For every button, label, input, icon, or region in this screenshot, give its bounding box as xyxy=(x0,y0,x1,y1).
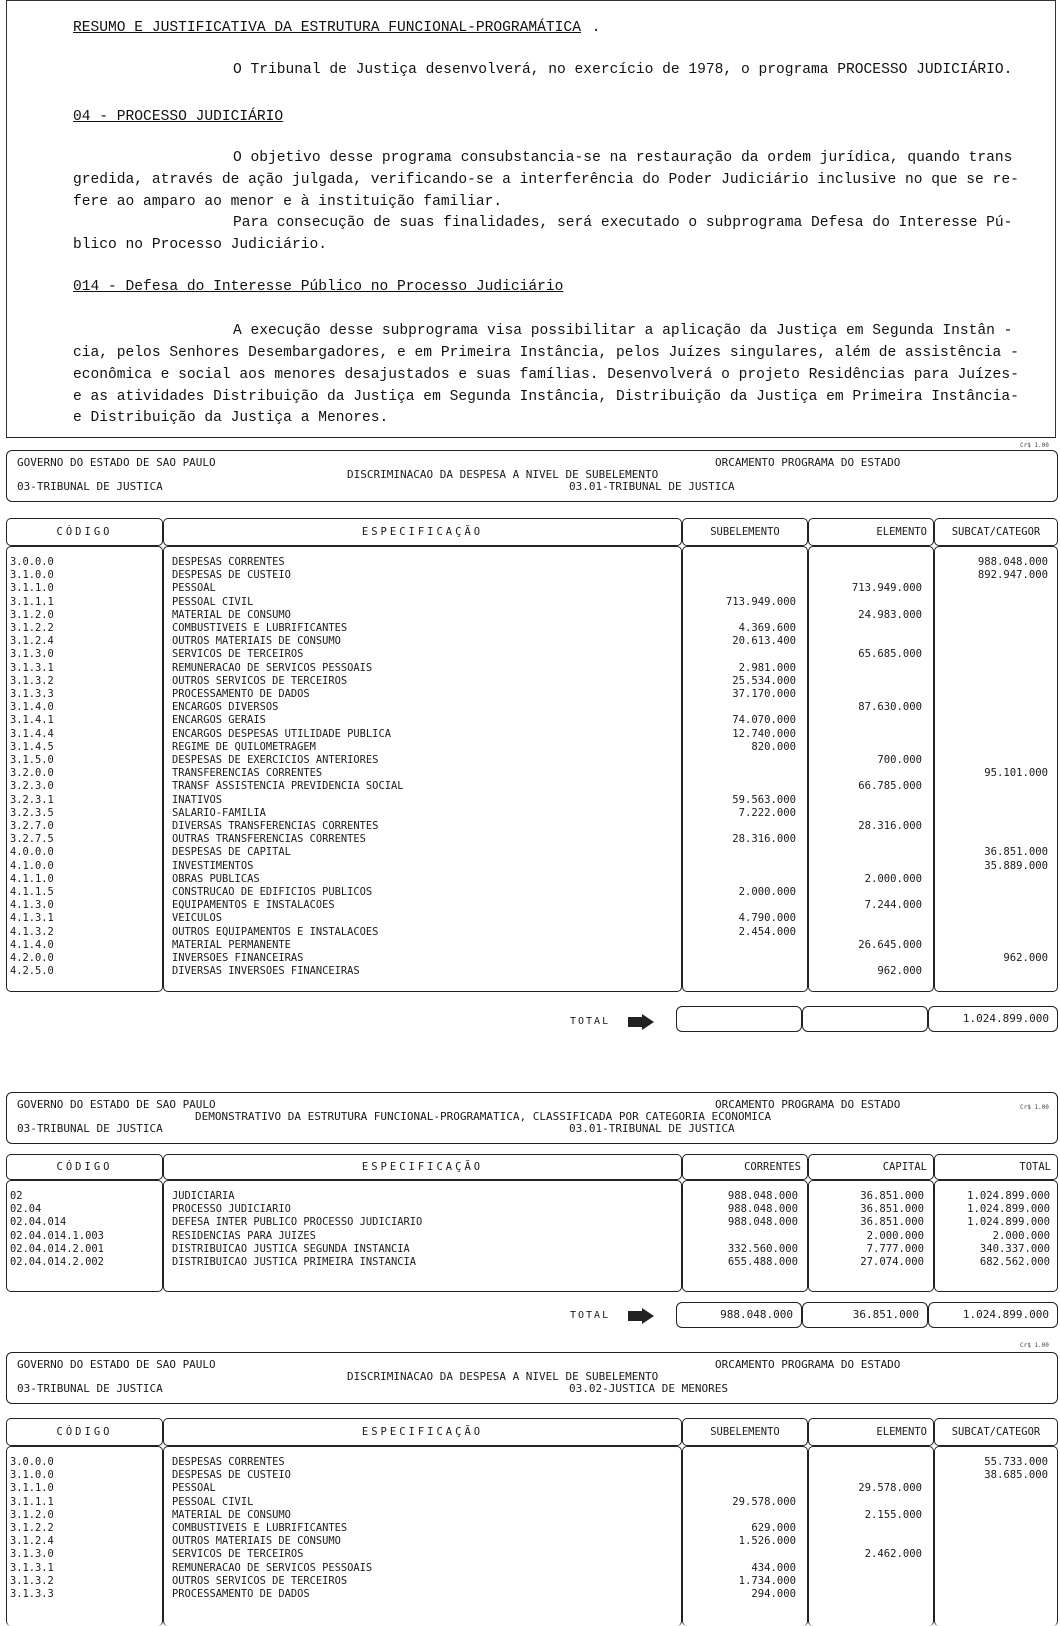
subprogram-paragraph-line: econômica e social aos menores desajustados e suas famílias. Desenvolverá o projeto Residências para Juízes- xyxy=(73,367,1019,383)
column-header-specification: ESPECIFICAÇÃO xyxy=(163,518,682,546)
row-specification: OUTROS SERVICOS DE TERCEIROS xyxy=(172,674,348,687)
row-specification: REMUNERACAO DE SERVICOS PESSOAIS xyxy=(172,661,373,674)
row-specification: REMUNERACAO DE SERVICOS PESSOAIS xyxy=(172,1561,373,1574)
total-current-value: 988.048.000 xyxy=(676,1302,802,1328)
row-code: 02.04.014.2.001 xyxy=(10,1242,104,1255)
row-category-value: 55.733.000 xyxy=(984,1456,1048,1468)
program-paragraph-line: O objetivo desse programa consubstancia-se na restauração da ordem jurídica, quando trans xyxy=(233,150,1013,166)
element-column xyxy=(808,1446,934,1626)
row-subelement-value: 25.534.000 xyxy=(732,674,796,687)
row-subelement-value: 74.070.000 xyxy=(732,714,796,727)
subprogram-paragraph-line: A execução desse subprograma visa possibilitar a aplicação da Justiça em Segunda Instân - xyxy=(233,323,1013,339)
column-header-code: CÓDIGO xyxy=(6,518,163,546)
form-code: Cr$ 1.00 xyxy=(1020,1342,1049,1349)
row-code: 3.1.0.0 xyxy=(10,569,54,582)
column-header-specification: ESPECIFICAÇÃO xyxy=(163,1154,682,1180)
row-code: 3.1.2.0 xyxy=(10,1508,54,1521)
row-code: 3.1.1.1 xyxy=(10,595,54,608)
row-specification: MATERIAL PERMANENTE xyxy=(172,938,291,951)
subprogram-paragraph-line: e as atividades Distribuição da Justiça em Segunda Instância, Distribuição da Justiça em Primeira Instância- xyxy=(73,389,1019,405)
row-specification: COMBUSTIVEIS E LUBRIFICANTES xyxy=(172,622,348,634)
row-code: 02.04.014.1.003 xyxy=(10,1229,104,1242)
row-code: 3.1.2.4 xyxy=(10,1535,54,1548)
row-specification: TRANSF ASSISTENCIA PREVIDENCIA SOCIAL xyxy=(172,780,404,793)
table1-header xyxy=(6,450,1058,502)
row-element-value: 2.155.000 xyxy=(864,1508,922,1521)
row-capital-value: 2.000.000 xyxy=(866,1229,924,1242)
row-specification: DIVERSAS TRANSFERENCIAS CORRENTES xyxy=(172,820,379,832)
column-header-code: CÓDIGO xyxy=(6,1154,163,1180)
document-title: ORCAMENTO PROGRAMA DO ESTADO xyxy=(715,456,901,469)
row-total-value: 2.000.000 xyxy=(992,1229,1050,1242)
row-code: 3.1.1.0 xyxy=(10,1482,54,1495)
row-specification: OUTROS SERVICOS DE TERCEIROS xyxy=(172,1574,348,1587)
row-code: 4.1.3.0 xyxy=(10,899,54,912)
row-subelement-value: 2.454.000 xyxy=(738,925,796,938)
program-paragraph-line: Para consecução de suas finalidades, será executado o subprograma Defesa do Interesse Pú- xyxy=(233,215,1013,231)
row-specification: ENCARGOS DIVERSOS xyxy=(172,701,279,714)
row-code: 4.1.1.0 xyxy=(10,872,54,885)
narrative-section xyxy=(6,0,1056,437)
subprogram-paragraph-line: e Distribuição da Justiça a Menores. xyxy=(73,410,389,426)
row-subelement-value: 1.734.000 xyxy=(738,1574,796,1587)
budget-subunit: 03.01-TRIBUNAL DE JUSTICA xyxy=(569,1122,735,1135)
row-element-value: 65.685.000 xyxy=(858,648,922,661)
column-header-code: CÓDIGO xyxy=(6,1418,163,1446)
budget-unit: 03-TRIBUNAL DE JUSTICA xyxy=(17,1382,163,1395)
row-code: 3.0.0.0 xyxy=(10,1456,54,1468)
row-element-value: 28.316.000 xyxy=(858,820,922,832)
row-specification: VEICULOS xyxy=(172,912,223,925)
narrative-intro: O Tribunal de Justiça desenvolverá, no exercício de 1978, o programa PROCESSO JUDICIÁRIO. xyxy=(233,62,1013,78)
column-header-element: ELEMENTO xyxy=(808,518,934,546)
row-specification: PESSOAL xyxy=(172,582,216,595)
row-category-value: 95.101.000 xyxy=(984,767,1048,780)
program-paragraph-line: fere ao amparo ao menor e à instituição familiar. xyxy=(73,194,503,210)
row-element-value: 7.244.000 xyxy=(864,899,922,912)
narrative-heading-tail: . xyxy=(583,20,601,36)
row-code: 3.1.5.0 xyxy=(10,754,54,766)
row-subelement-value: 59.563.000 xyxy=(732,793,796,806)
row-code: 3.1.3.3 xyxy=(10,688,54,700)
government-name: GOVERNO DO ESTADO DE SAO PAULO xyxy=(17,1358,216,1371)
row-code: 4.0.0.0 xyxy=(10,846,54,859)
row-specification: DESPESAS DE EXERCICIOS ANTERIORES xyxy=(172,754,379,766)
row-code: 3.0.0.0 xyxy=(10,556,54,568)
row-code: 4.2.0.0 xyxy=(10,952,54,964)
row-category-value: 988.048.000 xyxy=(977,556,1048,568)
column-header-specification: ESPECIFICAÇÃO xyxy=(163,1418,682,1446)
row-specification: ENCARGOS GERAIS xyxy=(172,714,266,727)
row-subelement-value: 37.170.000 xyxy=(732,688,796,700)
row-specification: DESPESAS DE CAPITAL xyxy=(172,846,291,859)
subprogram-heading: 014 - Defesa do Interesse Público no Processo Judiciário xyxy=(73,279,564,295)
row-specification: INATIVOS xyxy=(172,793,223,806)
row-code: 4.2.5.0 xyxy=(10,965,54,978)
row-specification: PROCESSAMENTO DE DADOS xyxy=(172,1588,310,1600)
row-code: 3.1.3.0 xyxy=(10,648,54,661)
row-specification: PESSOAL xyxy=(172,1482,216,1495)
row-specification: PESSOAL CIVIL xyxy=(172,595,254,608)
column-header-category: SUBCAT/CATEGOR xyxy=(934,1418,1058,1446)
row-current-value: 332.560.000 xyxy=(727,1242,798,1255)
row-specification: DESPESAS CORRENTES xyxy=(172,1456,285,1468)
row-code: 3.2.7.5 xyxy=(10,833,54,846)
row-current-value: 655.488.000 xyxy=(727,1256,798,1268)
row-category-value: 38.685.000 xyxy=(984,1469,1048,1482)
row-subelement-value: 20.613.400 xyxy=(732,635,796,648)
row-element-value: 87.630.000 xyxy=(858,701,922,714)
row-category-value: 892.947.000 xyxy=(977,569,1048,582)
row-code: 02.04.014 xyxy=(10,1216,67,1229)
row-element-value: 2.000.000 xyxy=(864,872,922,885)
row-code: 02.04 xyxy=(10,1203,42,1216)
total-subelement-box xyxy=(676,1006,802,1032)
row-specification: TRANSFERENCIAS CORRENTES xyxy=(172,767,323,780)
document-title: ORCAMENTO PROGRAMA DO ESTADO xyxy=(715,1098,901,1111)
row-code: 3.1.3.1 xyxy=(10,1561,54,1574)
row-specification: DISTRIBUICAO JUSTICA PRIMEIRA INSTANCIA xyxy=(172,1256,416,1268)
budget-unit: 03-TRIBUNAL DE JUSTICA xyxy=(17,480,163,493)
column-header-subelement: SUBELEMENTO xyxy=(682,518,808,546)
row-category-value: 35.889.000 xyxy=(984,859,1048,872)
program-heading: 04 - PROCESSO JUDICIÁRIO xyxy=(73,109,284,125)
row-specification: PESSOAL CIVIL xyxy=(172,1495,254,1508)
row-code: 4.1.1.5 xyxy=(10,886,54,898)
row-specification: INVESTIMENTOS xyxy=(172,859,254,872)
row-code: 3.2.7.0 xyxy=(10,820,54,832)
total-capital-value: 36.851.000 xyxy=(802,1302,928,1328)
section-divider xyxy=(6,437,1056,438)
row-capital-value: 27.074.000 xyxy=(860,1256,924,1268)
row-code: 3.2.3.1 xyxy=(10,793,54,806)
row-code: 3.1.3.1 xyxy=(10,661,54,674)
report-subtitle: DEMONSTRATIVO DA ESTRUTURA FUNCIONAL-PROGRAMATICA, CLASSIFICADA POR CATEGORIA ECONOMICA xyxy=(195,1110,772,1123)
row-element-value: 66.785.000 xyxy=(858,780,922,793)
row-subelement-value: 629.000 xyxy=(751,1522,796,1534)
total-category-value: 1.024.899.000 xyxy=(928,1006,1058,1032)
row-code: 3.1.0.0 xyxy=(10,1469,54,1482)
report-subtitle: DISCRIMINACAO DA DESPESA A NIVEL DE SUBELEMENTO xyxy=(347,1370,659,1383)
government-name: GOVERNO DO ESTADO DE SAO PAULO xyxy=(17,456,216,469)
row-specification: ENCARGOS DESPESAS UTILIDADE PUBLICA xyxy=(172,727,391,740)
row-subelement-value: 29.578.000 xyxy=(732,1495,796,1508)
row-current-value: 988.048.000 xyxy=(727,1203,798,1216)
column-header-category: SUBCAT/CATEGOR xyxy=(934,518,1058,546)
row-specification: PROCESSO JUDICIARIO xyxy=(172,1203,291,1216)
row-code: 3.1.4.5 xyxy=(10,740,54,753)
arrow-right-icon xyxy=(628,1014,654,1030)
row-subelement-value: 7.222.000 xyxy=(738,806,796,819)
budget-unit: 03-TRIBUNAL DE JUSTICA xyxy=(17,1122,163,1135)
row-specification: OUTROS MATERIAIS DE CONSUMO xyxy=(172,635,341,648)
column-header-current: CORRENTES xyxy=(682,1154,808,1180)
row-code: 3.1.3.2 xyxy=(10,674,54,687)
row-element-value: 962.000 xyxy=(877,965,922,978)
row-code: 4.1.3.2 xyxy=(10,925,54,938)
row-code: 02.04.014.2.002 xyxy=(10,1256,104,1268)
row-subelement-value: 4.790.000 xyxy=(738,912,796,925)
row-specification: DISTRIBUICAO JUSTICA SEGUNDA INSTANCIA xyxy=(172,1242,410,1255)
row-specification: OUTROS EQUIPAMENTOS E INSTALACOES xyxy=(172,925,379,938)
row-subelement-value: 4.369.600 xyxy=(738,622,796,634)
row-code: 3.1.2.0 xyxy=(10,608,54,621)
row-code: 4.1.4.0 xyxy=(10,938,54,951)
row-code: 3.1.3.3 xyxy=(10,1588,54,1600)
row-code: 3.1.4.4 xyxy=(10,727,54,740)
row-element-value: 29.578.000 xyxy=(858,1482,922,1495)
row-current-value: 988.048.000 xyxy=(727,1216,798,1229)
row-specification: INVERSOES FINANCEIRAS xyxy=(172,952,304,964)
row-specification: DEFESA INTER PUBLICO PROCESSO JUDICIARIO xyxy=(172,1216,423,1229)
column-header-total: TOTAL xyxy=(934,1154,1058,1180)
program-paragraph-line: blico no Processo Judiciário. xyxy=(73,237,327,253)
row-specification: OBRAS PUBLICAS xyxy=(172,872,260,885)
row-code: 3.2.3.5 xyxy=(10,806,54,819)
row-total-value: 340.337.000 xyxy=(979,1242,1050,1255)
arrow-right-icon xyxy=(628,1308,654,1324)
row-subelement-value: 1.526.000 xyxy=(738,1535,796,1548)
report-subtitle: DISCRIMINACAO DA DESPESA A NIVEL DE SUBELEMENTO xyxy=(347,468,659,481)
row-code: 3.1.3.0 xyxy=(10,1548,54,1561)
row-specification: DIVERSAS INVERSOES FINANCEIRAS xyxy=(172,965,360,978)
document-title: ORCAMENTO PROGRAMA DO ESTADO xyxy=(715,1358,901,1371)
row-specification: DESPESAS CORRENTES xyxy=(172,556,285,568)
row-specification: OUTRAS TRANSFERENCIAS CORRENTES xyxy=(172,833,366,846)
row-category-value: 36.851.000 xyxy=(984,846,1048,859)
row-element-value: 26.645.000 xyxy=(858,938,922,951)
column-header-element: ELEMENTO xyxy=(808,1418,934,1446)
row-code: 3.1.2.4 xyxy=(10,635,54,648)
row-total-value: 1.024.899.000 xyxy=(967,1190,1050,1202)
row-code: 3.1.4.0 xyxy=(10,701,54,714)
row-subelement-value: 713.949.000 xyxy=(725,595,796,608)
row-capital-value: 36.851.000 xyxy=(860,1216,924,1229)
row-specification: JUDICIARIA xyxy=(172,1190,235,1202)
budget-subunit: 03.01-TRIBUNAL DE JUSTICA xyxy=(569,480,735,493)
row-specification: PROCESSAMENTO DE DADOS xyxy=(172,688,310,700)
row-specification: COMBUSTIVEIS E LUBRIFICANTES xyxy=(172,1522,348,1534)
row-specification: RESIDENCIAS PARA JUIZES xyxy=(172,1229,316,1242)
program-paragraph-line: gredida, através de ação julgada, verificando-se a interferência do Poder Judiciário inclusive no que se re- xyxy=(73,172,1019,188)
row-code: 02 xyxy=(10,1190,23,1202)
row-total-value: 1.024.899.000 xyxy=(967,1216,1050,1229)
row-subelement-value: 2.000.000 xyxy=(738,886,796,898)
row-specification: MATERIAL DE CONSUMO xyxy=(172,1508,291,1521)
row-code: 3.2.3.0 xyxy=(10,780,54,793)
column-header-capital: CAPITAL xyxy=(808,1154,934,1180)
subprogram-paragraph-line: cia, pelos Senhores Desembargadores, e em Primeira Instância, pelos Juízes singulares, além de assistência - xyxy=(73,345,1019,361)
row-subelement-value: 28.316.000 xyxy=(732,833,796,846)
form-code: Cr$ 1.00 xyxy=(1020,442,1049,449)
government-name: GOVERNO DO ESTADO DE SAO PAULO xyxy=(17,1098,216,1111)
column-header-subelement: SUBELEMENTO xyxy=(682,1418,808,1446)
row-category-value: 962.000 xyxy=(1003,952,1048,964)
row-code: 3.1.3.2 xyxy=(10,1574,54,1587)
row-code: 3.1.1.1 xyxy=(10,1495,54,1508)
row-subelement-value: 820.000 xyxy=(751,740,796,753)
row-element-value: 700.000 xyxy=(877,754,922,766)
row-element-value: 2.462.000 xyxy=(864,1548,922,1561)
row-code: 3.1.2.2 xyxy=(10,1522,54,1534)
row-specification: SERVICOS DE TERCEIROS xyxy=(172,1548,304,1561)
row-specification: DESPESAS DE CUSTEIO xyxy=(172,569,291,582)
row-capital-value: 36.851.000 xyxy=(860,1203,924,1216)
row-total-value: 1.024.899.000 xyxy=(967,1203,1050,1216)
row-specification: CONSTRUCAO DE EDIFICIOS PUBLICOS xyxy=(172,886,373,898)
row-capital-value: 7.777.000 xyxy=(866,1242,924,1255)
row-code: 3.1.4.1 xyxy=(10,714,54,727)
row-specification: SERVICOS DE TERCEIROS xyxy=(172,648,304,661)
total-grand-value: 1.024.899.000 xyxy=(928,1302,1058,1328)
narrative-heading: RESUMO E JUSTIFICATIVA DA ESTRUTURA FUNCIONAL-PROGRAMÁTICA xyxy=(73,20,581,36)
row-specification: DESPESAS DE CUSTEIO xyxy=(172,1469,291,1482)
row-total-value: 682.562.000 xyxy=(979,1256,1050,1268)
row-element-value: 24.983.000 xyxy=(858,608,922,621)
total-element-box xyxy=(802,1006,928,1032)
row-specification: OUTROS MATERIAIS DE CONSUMO xyxy=(172,1535,341,1548)
row-code: 3.1.2.2 xyxy=(10,622,54,634)
table2 xyxy=(6,1154,1058,1292)
table3-header xyxy=(6,1352,1058,1404)
table3 xyxy=(6,1418,1058,1618)
total-label: TOTAL xyxy=(570,1016,611,1027)
table1 xyxy=(6,518,1058,992)
row-specification: EQUIPAMENTOS E INSTALACOES xyxy=(172,899,335,912)
row-capital-value: 36.851.000 xyxy=(860,1190,924,1202)
form-code: Cr$ 1.00 xyxy=(1020,1104,1049,1111)
row-subelement-value: 12.740.000 xyxy=(732,727,796,740)
row-subelement-value: 434.000 xyxy=(751,1561,796,1574)
row-specification: MATERIAL DE CONSUMO xyxy=(172,608,291,621)
row-code: 3.2.0.0 xyxy=(10,767,54,780)
row-specification: SALARIO-FAMILIA xyxy=(172,806,266,819)
row-code: 4.1.3.1 xyxy=(10,912,54,925)
row-subelement-value: 294.000 xyxy=(751,1588,796,1600)
row-subelement-value: 2.981.000 xyxy=(738,661,796,674)
budget-subunit: 03.02-JUSTICA DE MENORES xyxy=(569,1382,728,1395)
row-current-value: 988.048.000 xyxy=(727,1190,798,1202)
row-specification: REGIME DE QUILOMETRAGEM xyxy=(172,740,316,753)
row-code: 4.1.0.0 xyxy=(10,859,54,872)
total-label: TOTAL xyxy=(570,1310,611,1321)
row-code: 3.1.1.0 xyxy=(10,582,54,595)
table2-header xyxy=(6,1092,1058,1144)
row-element-value: 713.949.000 xyxy=(851,582,922,595)
